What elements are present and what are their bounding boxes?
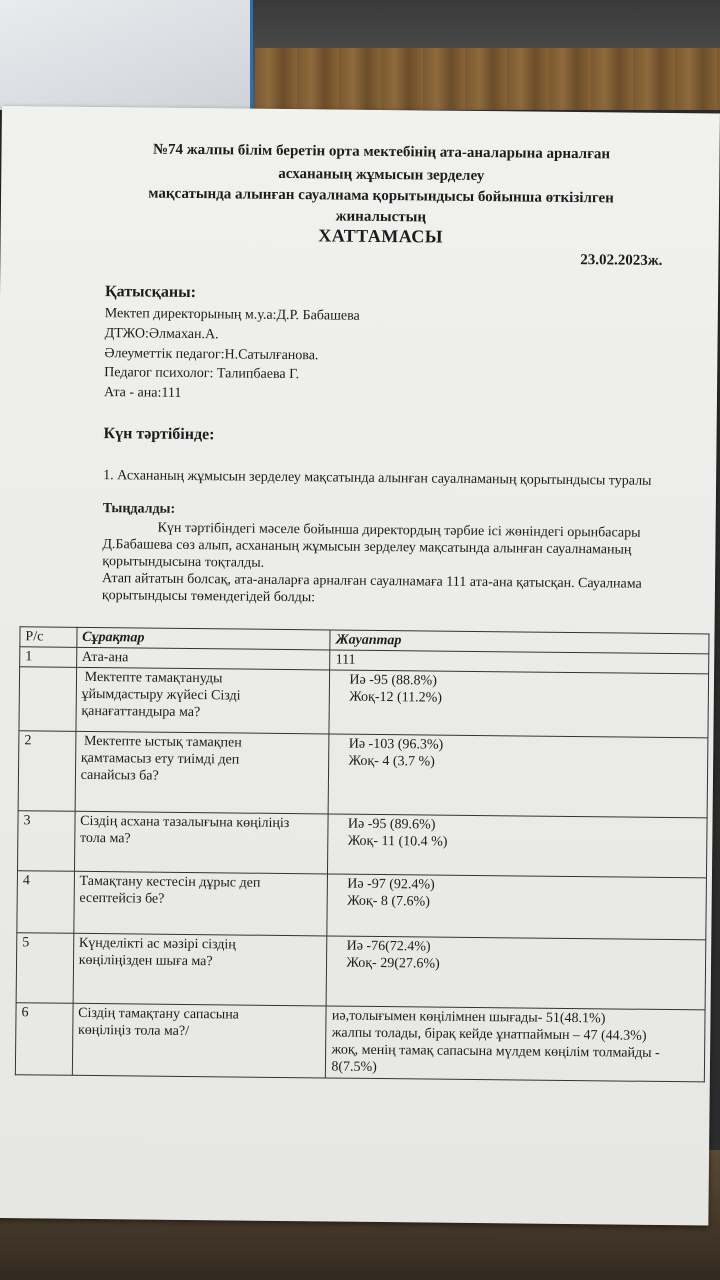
- question-line: Тамақтану кестесін дұрыс деп: [79, 873, 261, 891]
- table-row: [16, 933, 706, 1010]
- question-line: көңіліңізден шыға ма?: [78, 952, 213, 970]
- row-question: [74, 811, 328, 874]
- header-question: Сұрақтар: [77, 627, 331, 650]
- answer-option: иә,толығымен көңілімнен шығады- 51(48.1%): [331, 1008, 606, 1027]
- agenda-item: 1. Асхананың жұмысын зерделеу мақсатында алынған сауалнаманың қорытындысы туралы: [103, 468, 652, 489]
- row-num: 2: [18, 731, 76, 812]
- answer-yes: Иә -95 (89.6%): [347, 816, 436, 833]
- participant-line: Ата - ана:111: [103, 385, 182, 401]
- row-num: 3: [17, 811, 74, 872]
- answer-yes: Иә -103 (96.3%): [348, 736, 444, 753]
- row-answer: [329, 670, 708, 738]
- question-line: Мектепте тамақтануды: [84, 669, 223, 687]
- background-top: [0, 0, 720, 110]
- row-answer: 111: [330, 650, 709, 674]
- heard-heading: Тыңдалды:: [102, 501, 176, 517]
- question-line: тола ма?: [79, 830, 131, 847]
- row-num: 5: [16, 933, 73, 1004]
- question-line: есептейсіз бе?: [79, 890, 165, 907]
- question-line: қанағаттандыра ма?: [81, 703, 201, 721]
- header-num: Р/с: [20, 627, 77, 648]
- heard-line: Д.Бабашева сөз алып, асхананың жұмысын зерделеу мақсатында алынған сауалнаманың: [102, 537, 632, 558]
- table-row: [17, 871, 707, 940]
- document-date: 23.02.2023ж.: [580, 252, 663, 269]
- participant-line: Әлеуметтік педагог:Н.Сатылғанова.: [104, 346, 319, 364]
- question-line: Сіздің тамақтану сапасына: [78, 1005, 240, 1023]
- row-question: [72, 1003, 326, 1078]
- row-question: Ата-ана: [76, 647, 330, 670]
- background-wood-surface: [255, 48, 720, 110]
- row-question: [73, 933, 327, 1006]
- question-line: ұйымдастыру жүйесі Сізді: [81, 686, 241, 704]
- row-answer: [329, 734, 708, 818]
- document-page: [0, 106, 720, 1225]
- table-row: [17, 811, 707, 878]
- answer-no: Жоқ- 29(27.6%): [346, 955, 440, 972]
- background-paper-sheet: [0, 0, 253, 110]
- table-row: [19, 667, 709, 738]
- row-answer: [326, 1006, 705, 1082]
- answer-no: Жоқ- 8 (7.6%): [347, 893, 430, 910]
- agenda-heading: Күн тәртібінде:: [103, 425, 215, 444]
- table-row: [18, 731, 708, 818]
- answer-yes: Иә -97 (92.4%): [347, 876, 435, 893]
- answer-no: Жоқ- 4 (3.7 %): [348, 753, 435, 770]
- row-question: [75, 731, 330, 814]
- row-answer: [327, 936, 706, 1010]
- answer-yes: Иә -76(72.4%): [346, 938, 431, 955]
- survey-table: [15, 626, 710, 1082]
- question-line: санайсыз ба?: [80, 767, 159, 784]
- question-line: Күнделікті ас мәзірі сіздің: [78, 935, 236, 953]
- table-row: [15, 1003, 705, 1082]
- answer-option: 8(7.5%): [331, 1059, 377, 1075]
- question-line: Мектепте ыстық тамақпен: [83, 733, 242, 751]
- title-line-3: мақсатында алынған сауалнама қорытындысы бойынша өткізілген: [148, 185, 614, 207]
- row-question: [76, 667, 330, 734]
- participant-line: Педагог психолог: Талипбаева Г.: [104, 365, 300, 383]
- title-line-2: асхананың жұмысын зерделеу: [278, 165, 485, 185]
- question-line: көңіліңіз тола ма?/: [77, 1022, 190, 1040]
- row-question: [74, 871, 328, 936]
- row-answer: [328, 814, 707, 878]
- heard-line: қорытындысына тоқталды.: [102, 554, 265, 571]
- title-line-1: №74 жалпы білім беретін орта мектебінің ата-аналарына арналған: [152, 141, 611, 163]
- row-num: 4: [17, 871, 74, 934]
- row-num: 1: [20, 647, 77, 668]
- answer-option: жалпы толады, бірақ кейде ұнатпаймын – 47 (44.3%): [331, 1025, 647, 1044]
- answer-option: жоқ, менің тамақ сапасына мүлдем көңілім толмайды -: [331, 1042, 660, 1061]
- document-title: ХАТТАМАСЫ: [318, 225, 444, 247]
- question-line: Сіздің асхана тазалығына көңіліңіз: [80, 813, 290, 832]
- row-num: 6: [15, 1003, 72, 1076]
- participant-line: ДТЖО:Әлмахан.А.: [104, 326, 219, 343]
- question-line: қамтамасыз ету тиімді деп: [80, 750, 240, 768]
- heard-line: қорытындысы төмендегідей болды:: [101, 588, 316, 606]
- heard-line: Атап айтатын болсақ, ата-аналарға арналған сауалнамаға 111 ата-ана қатысқан. Сауалнама: [101, 571, 642, 592]
- participant-line: Мектеп директорының м.у.а:Д.Р. Бабашева: [104, 306, 360, 324]
- header-answer: Жауаптар: [330, 630, 709, 654]
- participants-heading: Қатысқаны:: [104, 283, 197, 302]
- row-num: [19, 667, 76, 732]
- title-line-4: жиналыстың: [335, 208, 427, 226]
- answer-no: Жоқ-12 (11.2%): [349, 689, 443, 706]
- answer-no: Жоқ- 11 (10.4 %): [347, 833, 448, 850]
- heard-line: Күн тәртібіндегі мәселе бойынша директордың тәрбие ісі жөніндегі орынбасары: [157, 520, 641, 541]
- answer-yes: Иә -95 (88.8%): [349, 672, 437, 689]
- row-answer: [327, 874, 706, 940]
